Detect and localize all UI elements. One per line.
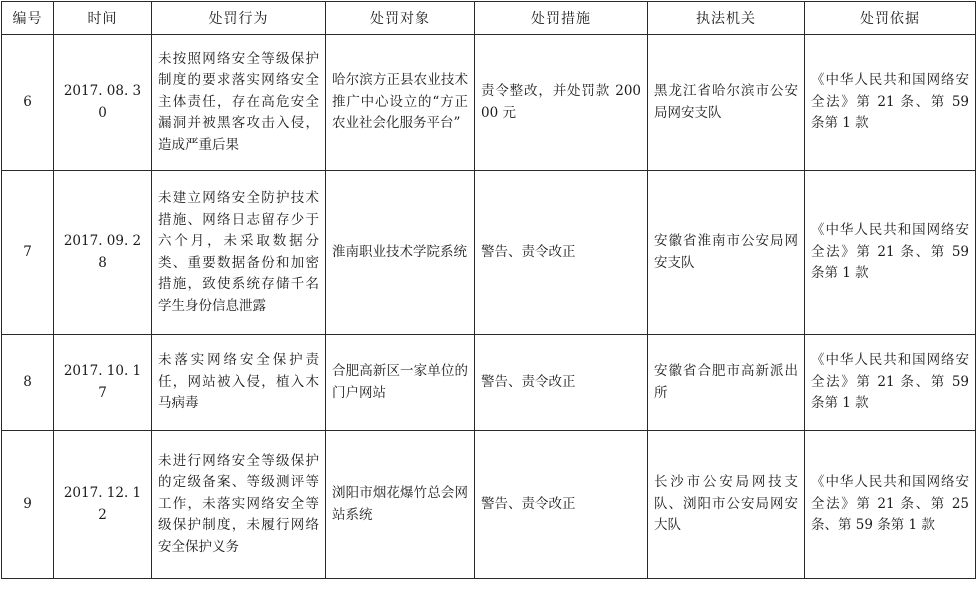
table-row [2,335,976,431]
cell-no: 7 [2,171,54,335]
cell-measure: 警告、责令改正 [475,335,648,431]
header-measure: 处罚措施 [475,2,648,35]
header-basis: 处罚依据 [805,2,976,35]
header-authority: 执法机关 [648,2,805,35]
cell-authority: 长沙市公安局网技支队、浏阳市公安局网安大队 [648,431,805,579]
cell-authority: 安徽省合肥市高新派出所 [648,335,805,431]
cell-no: 6 [2,35,54,171]
cell-no: 8 [2,335,54,431]
cell-behavior: 未按照网络安全等级保护制度的要求落实网络安全主体责任，存在高危安全漏洞并被黑客攻击入侵，造成严重后果 [152,35,326,171]
cell-target: 哈尔滨方正县农业技术推广中心设立的“方正农业社会化服务平台” [326,35,475,171]
table-row [2,431,976,579]
cell-measure: 责令整改，并处罚款 20000 元 [475,35,648,171]
cell-target: 淮南职业技术学院系统 [326,171,475,335]
cell-measure: 警告、责令改正 [475,431,648,579]
cell-basis: 《中华人民共和国网络安全法》第 21 条、第 59 条第 1 款 [805,335,976,431]
cell-behavior: 未落实网络安全保护责任，网站被入侵，植入木马病毒 [152,335,326,431]
cell-behavior: 未建立网络安全防护技术措施、网络日志留存少于六个月，未采取数据分类、重要数据备份和加密措施，致使系统存储千名学生身份信息泄露 [152,171,326,335]
header-behavior: 处罚行为 [152,2,326,35]
table-row [2,35,976,171]
cell-basis: 《中华人民共和国网络安全法》第 21 条、第 25 条、第 59 条第 1 款 [805,431,976,579]
cell-no: 9 [2,431,54,579]
cell-target: 合肥高新区一家单位的门户网站 [326,335,475,431]
cell-date: 2017. 08. 30 [54,35,152,171]
penalty-table [1,1,976,579]
header-no: 编号 [2,2,54,35]
cell-authority: 黑龙江省哈尔滨市公安局网安支队 [648,35,805,171]
header-date: 时间 [54,2,152,35]
cell-basis: 《中华人民共和国网络安全法》第 21 条、第 59 条第 1 款 [805,35,976,171]
header-row [2,2,976,35]
cell-date: 2017. 09. 28 [54,171,152,335]
cell-authority: 安徽省淮南市公安局网安支队 [648,171,805,335]
cell-basis: 《中华人民共和国网络安全法》第 21 条、第 59 条第 1 款 [805,171,976,335]
table-row [2,171,976,335]
cell-target: 浏阳市烟花爆竹总会网站系统 [326,431,475,579]
cell-date: 2017. 10. 17 [54,335,152,431]
header-target: 处罚对象 [326,2,475,35]
cell-behavior: 未进行网络安全等级保护的定级备案、等级测评等工作，未落实网络安全等级保护制度，未履行网络安全保护义务 [152,431,326,579]
cell-date: 2017. 12. 12 [54,431,152,579]
cell-measure: 警告、责令改正 [475,171,648,335]
